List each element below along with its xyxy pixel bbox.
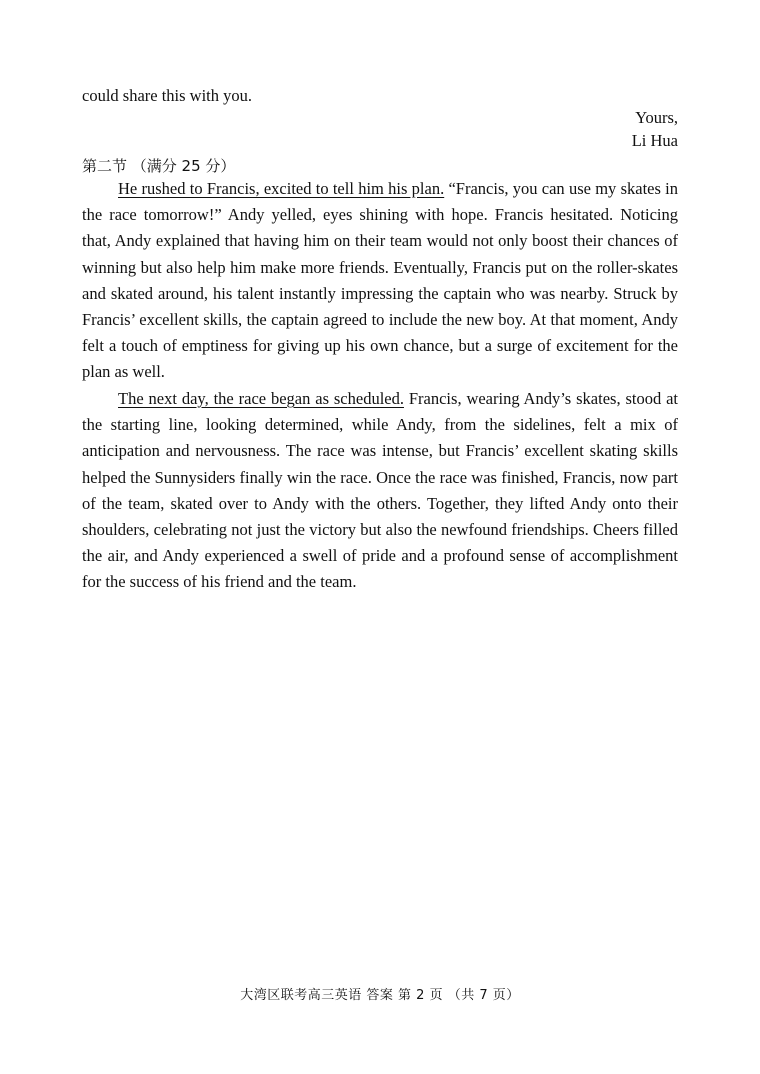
paragraph-2-body: Francis, wearing Andy’s skates, stood at the starting line, looking determined, while Andy, from the sidelines, felt a mix of anticipation and nervousness. The race was intense, but Francis’ excellent skating skills helped the Sunnysiders finally win the race. Once the race was finished, Francis, now part of the team, skated over to Andy with the others. Together, they lifted Andy onto their shoulders, celebrating not just the victory but also the newfound friendships. Cheers filled the air, and Andy experienced a swell of pride and a profound sense of accomplishment for the success of his friend and the team. <box>82 389 678 592</box>
page-footer: 大湾区联考高三英语 答案 第 2 页 （共 7 页） <box>240 988 520 1003</box>
letter-signature: Li Hua <box>631 131 678 150</box>
letter-continuation: could share this with you. <box>82 86 253 105</box>
paragraph-1-lead-sentence: He rushed to Francis, excited to tell him his plan. <box>118 179 445 198</box>
paragraph-1-body: “Francis, you can use my skates in the race tomorrow!” Andy yelled, eyes shining with hope. Francis hesitated. Noticing that, Andy explained that having him on their team would not only boost their chances of winning but also help him make more friends. Eventually, Francis put on the roller-skates and skated around, his talent instantly impressing the captain who was nearby. Struck by Francis’ excellent skills, the captain agreed to include the new boy. At that moment, Andy felt a touch of emptiness for giving up his own chance, but a surge of excitement for the plan as well. <box>82 179 678 382</box>
paragraph-1 <box>82 176 678 386</box>
letter-closing: Yours, <box>635 108 678 127</box>
paragraph-2 <box>82 386 678 596</box>
paragraph-2-lead-sentence: The next day, the race began as scheduled. <box>118 389 404 408</box>
section-heading: 第二节 （满分 25 分） <box>82 157 236 175</box>
